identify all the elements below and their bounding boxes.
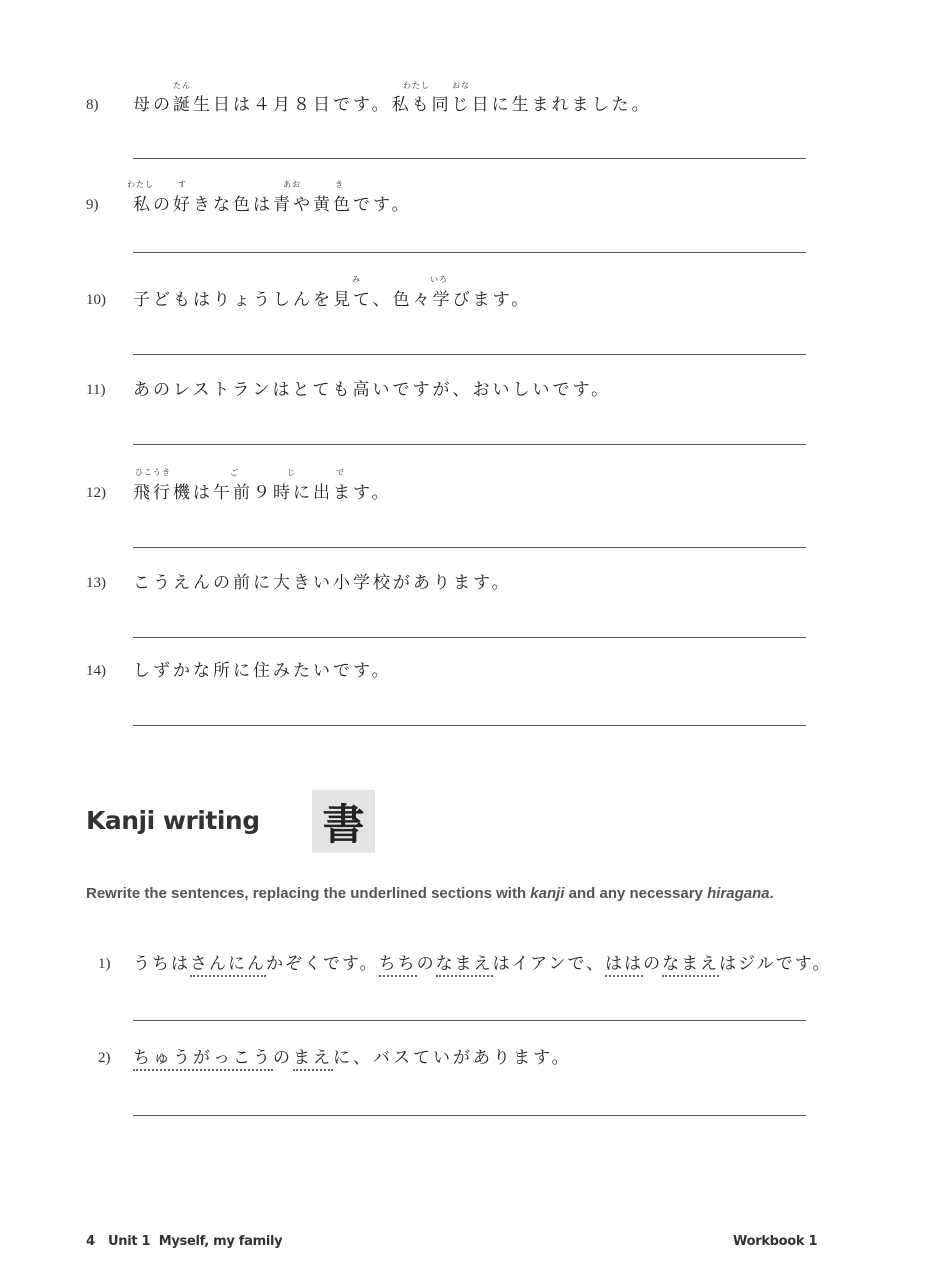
- item-number: 13): [86, 575, 106, 591]
- exercise-item-12: [0, 468, 930, 508]
- answer-line[interactable]: [133, 1020, 806, 1021]
- item-sentence: あのレストランはとても高いですが、おいしいです。: [133, 380, 612, 400]
- furigana-mi: み: [352, 275, 361, 284]
- footer-page-number: 4: [86, 1234, 95, 1249]
- underlined-segment: なまえ: [436, 954, 493, 977]
- answer-line[interactable]: [133, 725, 806, 726]
- underlined-segment: ちち: [379, 954, 417, 977]
- furigana-hikouki: ひこうき: [135, 468, 171, 477]
- exercise-item-14: [0, 656, 930, 686]
- instructions: Rewrite the sentences, replacing the underlined sections with kanji and any necessary hiragana.: [86, 885, 774, 902]
- footer-unit-label: Unit 1 Myself, my family: [108, 1234, 283, 1249]
- item-sentence: [133, 949, 831, 979]
- text-segment: はイアンで、: [492, 954, 606, 974]
- answer-line[interactable]: [133, 637, 806, 638]
- footer-book-label: Workbook 1: [733, 1234, 818, 1249]
- kanji-glyph: 書: [322, 799, 365, 849]
- text-segment: うちは: [133, 954, 190, 974]
- furigana-ji: じ: [287, 468, 296, 477]
- text-segment: の: [273, 1048, 293, 1068]
- answer-line[interactable]: [133, 1115, 806, 1116]
- section-title: Kanji writing: [86, 806, 260, 835]
- item-number: 12): [86, 485, 106, 501]
- underlined-segment: まえ: [293, 1048, 333, 1071]
- answer-line[interactable]: [133, 252, 806, 253]
- item-number: 9): [86, 197, 99, 213]
- text-segment: はジルです。: [719, 954, 832, 974]
- item-sentence: 母の誕生日は４月８日です。私も同じ日に生まれました。: [133, 95, 652, 115]
- exercise-item-11: [0, 375, 930, 405]
- answer-line[interactable]: [133, 354, 806, 355]
- item-number: 2): [98, 1050, 111, 1066]
- exercise-item-8: [0, 81, 930, 120]
- item-number: 11): [86, 382, 106, 398]
- item-sentence: 子どもはりょうしんを見て、色々学びます。: [133, 290, 532, 310]
- kanji-item-1: [0, 949, 930, 979]
- furigana-ona: おな: [452, 81, 470, 90]
- text-segment: に、バスていがあります。: [333, 1048, 572, 1068]
- answer-line[interactable]: [133, 444, 806, 445]
- exercise-item-10: [0, 275, 930, 315]
- furigana-de: で: [336, 468, 345, 477]
- furigana-ki: き: [335, 180, 344, 189]
- exercise-item-9: [0, 180, 930, 220]
- exercise-item-13: [0, 568, 930, 598]
- underlined-segment: なまえ: [662, 954, 719, 977]
- item-sentence: こうえんの前に大きい小学校があります。: [133, 573, 512, 593]
- furigana-ao: あお: [283, 180, 301, 189]
- item-number: 1): [98, 956, 111, 972]
- furigana-go: ご: [230, 468, 239, 477]
- item-number: 10): [86, 292, 106, 308]
- furigana-tan: たん: [173, 81, 191, 90]
- kanji-item-2: [0, 1043, 930, 1073]
- answer-line[interactable]: [133, 547, 806, 548]
- item-sentence: 飛行機は午前９時に出ます。: [133, 483, 392, 503]
- item-sentence: しずかな所に住みたいです。: [133, 661, 392, 681]
- item-sentence: 私の好きな色は青や黄色です。: [133, 195, 412, 215]
- furigana-watashi: わたし: [403, 81, 430, 90]
- item-sentence: [133, 1043, 572, 1073]
- furigana-su: す: [178, 180, 187, 189]
- kanji-writing-icon: [312, 790, 375, 853]
- furigana-iro: いろ: [430, 275, 448, 284]
- text-segment: の: [416, 954, 436, 974]
- underlined-segment: さんにん: [190, 954, 266, 977]
- item-number: 14): [86, 663, 106, 679]
- item-number: 8): [86, 97, 99, 113]
- text-segment: かぞくです。: [266, 954, 379, 974]
- answer-line[interactable]: [133, 158, 806, 159]
- text-segment: の: [643, 954, 663, 974]
- underlined-segment: ちゅうがっこう: [133, 1048, 273, 1071]
- underlined-segment: はは: [605, 954, 643, 977]
- furigana-watashi: わたし: [127, 180, 154, 189]
